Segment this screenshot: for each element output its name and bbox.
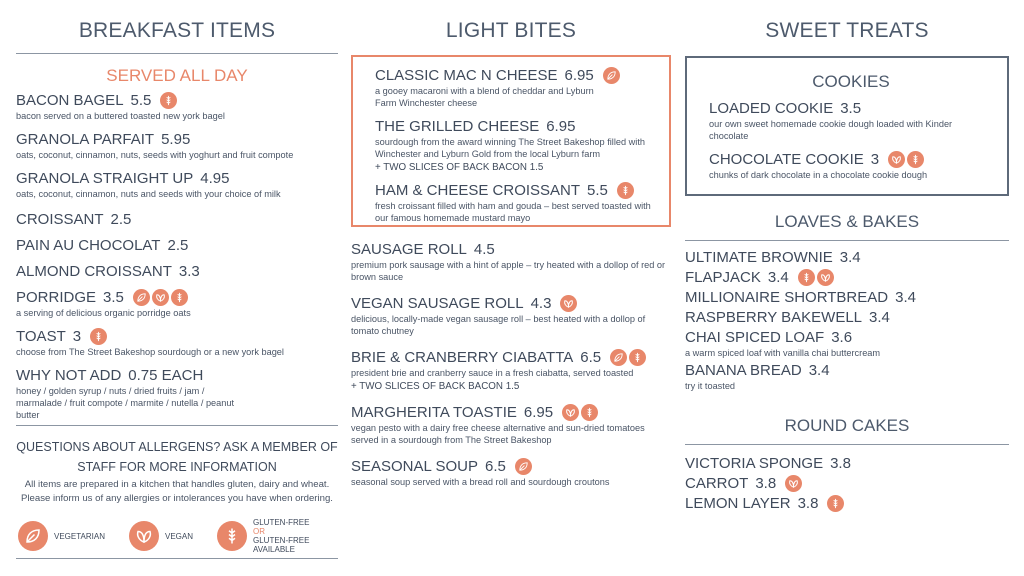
wheat-icon xyxy=(827,495,844,512)
item-description: seasonal soup served with a bread roll and sourdough croutons xyxy=(351,477,610,487)
item-price: 3.6 xyxy=(831,329,853,346)
item-price: 3.4 xyxy=(895,289,916,306)
wheat-icon xyxy=(171,289,188,306)
item-name: MILLIONAIRE SHORTBREAD xyxy=(685,289,889,306)
item-description: honey / golden syrup / nuts / dried fruits / jam / marmalade / fruit compote / marmite / nutella / peanut butter xyxy=(16,386,235,420)
item-price: 3.8 xyxy=(830,455,851,472)
dietary-legend xyxy=(16,518,338,554)
item-description: a warm spiced loaf with vanilla chai buttercream xyxy=(685,348,881,358)
item-price: 6.95 xyxy=(546,118,576,135)
item-name: CARROT xyxy=(685,475,749,492)
item-name: SEASONAL SOUP xyxy=(351,458,478,475)
item-price: 6.95 xyxy=(564,67,594,84)
item-price: 3.4 xyxy=(808,362,830,379)
item-price: 6.95 xyxy=(523,404,554,421)
item-name: VICTORIA SPONGE xyxy=(685,455,824,472)
menu-item-vegan-sausage-roll xyxy=(351,295,671,337)
item-name: LOADED COOKIE xyxy=(709,100,834,117)
item-name: SAUSAGE ROLL xyxy=(351,241,467,258)
menu-item-raspberry-bakewell xyxy=(685,309,1009,326)
item-addon: + TWO SLICES OF BACK BACON 1.5 xyxy=(351,381,520,392)
item-description: sourdough from the award winning The Street Bakeshop filled with Winchester and Lyburn Gold from the local Lyburn farm xyxy=(375,137,645,159)
menu-item-ultimate-brownie xyxy=(685,249,1009,266)
item-name: ALMOND CROISSANT xyxy=(16,263,172,280)
item-name: GRANOLA STRAIGHT UP xyxy=(16,170,194,187)
wheat-icon xyxy=(160,92,177,109)
item-price: 4.3 xyxy=(530,295,552,312)
menu-item-sausage-roll xyxy=(351,241,671,283)
item-name: THE GRILLED CHEESE xyxy=(375,118,540,135)
item-price: 2.5 xyxy=(110,211,132,228)
item-name: FLAPJACK xyxy=(685,269,761,286)
menu-item-croissant xyxy=(16,211,338,228)
double-leaf-icon xyxy=(129,521,159,551)
wheat-icon xyxy=(90,328,107,345)
item-description: oats, coconut, cinnamon, nuts and seeds with your choice of milk xyxy=(16,189,281,199)
item-name: ULTIMATE BROWNIE xyxy=(685,249,833,266)
featured-box xyxy=(351,55,671,227)
item-description: fresh croissant filled with ham and gouda – best served toasted with our famous homemade mustard mayo xyxy=(375,201,651,223)
item-price: 3.3 xyxy=(178,263,200,280)
menu-item-porridge xyxy=(16,289,338,319)
breakfast-heading: BREAKFAST ITEMS xyxy=(16,0,338,54)
item-name: PAIN AU CHOCOLAT xyxy=(16,237,161,254)
legend-or: OR xyxy=(253,527,265,536)
menu-item-loaded-cookie xyxy=(709,100,993,142)
legend-gf: GLUTEN-FREE xyxy=(253,518,310,527)
item-price: 4.5 xyxy=(473,241,495,258)
menu-item-chai-spiced-loaf xyxy=(685,329,1009,359)
legend-vegetarian: VEGETARIAN xyxy=(54,531,105,541)
item-name: CROISSANT xyxy=(16,211,104,228)
item-price: 3 xyxy=(870,151,880,168)
item-description: a serving of delicious organic porridge oats xyxy=(16,308,191,318)
double-leaf-icon xyxy=(888,151,905,168)
item-description: a gooey macaroni with a blend of cheddar and Lyburn Farm Winchester cheese xyxy=(375,86,594,108)
menu-item-grilled-cheese xyxy=(375,118,655,173)
menu-item-carrot xyxy=(685,475,1009,492)
item-price: 6.5 xyxy=(485,458,506,475)
item-price: 3.5 xyxy=(103,289,124,306)
legend-vegan: VEGAN xyxy=(164,531,193,541)
item-description: choose from The Street Bakeshop sourdough or a new york bagel xyxy=(16,347,284,357)
item-name: MARGHERITA TOASTIE xyxy=(351,404,517,421)
round-cakes-heading: ROUND CAKES xyxy=(685,416,1009,445)
loaves-heading: LOAVES & BAKES xyxy=(685,212,1009,241)
double-leaf-icon xyxy=(817,269,834,286)
menu-item-toast xyxy=(16,328,338,358)
wheat-icon xyxy=(217,521,247,551)
item-price: 3.4 xyxy=(767,269,789,286)
wheat-icon xyxy=(581,404,598,421)
item-description: try it toasted xyxy=(685,381,736,391)
item-name: TOAST xyxy=(16,328,66,345)
menu-item-lemon-layer xyxy=(685,495,1009,512)
item-price: 5.95 xyxy=(161,131,191,148)
menu-item-ham-cheese-croissant xyxy=(375,182,655,224)
item-price: 3.4 xyxy=(869,309,890,326)
leaf-icon xyxy=(603,67,620,84)
bottom-divider xyxy=(16,558,338,559)
cookies-box xyxy=(685,56,1009,196)
menu-item-pain-au-chocolat xyxy=(16,237,338,254)
allergen-info xyxy=(16,425,338,554)
menu-item-flapjack xyxy=(685,269,1009,286)
leaf-icon xyxy=(515,458,532,475)
item-name: PORRIDGE xyxy=(16,289,97,306)
item-price: 5.5 xyxy=(130,92,152,109)
double-leaf-icon xyxy=(785,475,802,492)
menu-item-almond-croissant xyxy=(16,263,338,280)
menu-item-banana-bread xyxy=(685,362,1009,392)
allergen-question: QUESTIONS ABOUT ALLERGENS? ASK A MEMBER OF STAFF FOR MORE INFORMATION xyxy=(16,440,338,474)
item-description: delicious, locally-made vegan sausage roll – best heated with a dollop of tomato chutney xyxy=(351,314,646,336)
served-all-day: SERVED ALL DAY xyxy=(106,66,248,85)
double-leaf-icon xyxy=(152,289,169,306)
leaf-icon xyxy=(133,289,150,306)
menu-item-seasonal-soup xyxy=(351,458,671,488)
double-leaf-icon xyxy=(560,295,577,312)
item-description: vegan pesto with a dairy free cheese alternative and sun-dried tomatoes served in a sourdough from The Street Bakeshop xyxy=(351,423,645,445)
menu-item-bacon-bagel xyxy=(16,92,338,122)
leaf-icon xyxy=(18,521,48,551)
cookies-heading: COOKIES xyxy=(812,72,890,91)
item-description: bacon served on a buttered toasted new york bagel xyxy=(16,111,225,121)
item-name: CHAI SPICED LOAF xyxy=(685,329,825,346)
item-name: LEMON LAYER xyxy=(685,495,791,512)
item-price: 4.95 xyxy=(200,170,230,187)
menu-item-why-not-add xyxy=(16,367,338,421)
item-price: 3.8 xyxy=(755,475,777,492)
menu-item-margherita-toastie xyxy=(351,404,671,446)
menu-item-millionaire-shortbread xyxy=(685,289,1009,306)
item-price: 3.4 xyxy=(839,249,861,266)
item-price: 6.5 xyxy=(580,349,602,366)
legend-gfa: GLUTEN-FREE AVAILABLE xyxy=(253,536,310,554)
item-price: 3.5 xyxy=(840,100,862,117)
item-name: CLASSIC MAC N CHEESE xyxy=(375,67,558,84)
item-price: 2.5 xyxy=(167,237,189,254)
item-name: CHOCOLATE COOKIE xyxy=(709,151,864,168)
menu-item-brie-cranberry xyxy=(351,349,671,392)
allergen-note: All items are prepared in a kitchen that handles gluten, dairy and wheat. Please inform us of any allergies or intolerances you have when ordering. xyxy=(21,479,333,504)
item-name: BRIE & CRANBERRY CIABATTA xyxy=(351,349,574,366)
item-name: GRANOLA PARFAIT xyxy=(16,131,155,148)
legend-gluten-free xyxy=(253,518,338,554)
item-name: WHY NOT ADD xyxy=(16,367,122,384)
item-description: oats, coconut, cinnamon, nuts, seeds with yoghurt and fruit compote xyxy=(16,150,294,160)
item-description: president brie and cranberry sauce in a fresh ciabatta, served toasted xyxy=(351,368,634,378)
item-name: HAM & CHEESE CROISSANT xyxy=(375,182,581,199)
double-leaf-icon xyxy=(562,404,579,421)
item-name: BANANA BREAD xyxy=(685,362,802,379)
item-price: 0.75 EACH xyxy=(128,367,204,384)
light-bites-column xyxy=(351,0,671,488)
sweet-treats-column xyxy=(685,0,1009,512)
menu-item-chocolate-cookie xyxy=(709,151,993,181)
breakfast-column xyxy=(16,0,338,421)
item-description: premium pork sausage with a hint of apple – try heated with a dollop of red or brown sauce xyxy=(351,260,666,282)
item-price: 5.5 xyxy=(587,182,608,199)
leaf-icon xyxy=(610,349,627,366)
menu-item-mac-n-cheese xyxy=(375,67,655,109)
item-name: VEGAN SAUSAGE ROLL xyxy=(351,295,524,312)
item-price: 3 xyxy=(72,328,82,345)
wheat-icon xyxy=(907,151,924,168)
sweet-treats-heading: SWEET TREATS xyxy=(765,19,929,42)
wheat-icon xyxy=(617,182,634,199)
item-price: 3.8 xyxy=(797,495,819,512)
item-name: RASPBERRY BAKEWELL xyxy=(685,309,863,326)
menu-item-granola-straight-up xyxy=(16,170,338,200)
item-addon: + TWO SLICES OF BACK BACON 1.5 xyxy=(375,162,544,173)
item-description: chunks of dark chocolate in a chocolate cookie dough xyxy=(709,170,928,180)
item-name: BACON BAGEL xyxy=(16,92,124,109)
menu-item-granola-parfait xyxy=(16,131,338,161)
wheat-icon xyxy=(798,269,815,286)
wheat-icon xyxy=(629,349,646,366)
item-description: our own sweet homemade cookie dough loaded with Kinder chocolate xyxy=(709,119,953,141)
menu-item-victoria-sponge xyxy=(685,455,1009,472)
light-bites-heading: LIGHT BITES xyxy=(445,19,577,42)
